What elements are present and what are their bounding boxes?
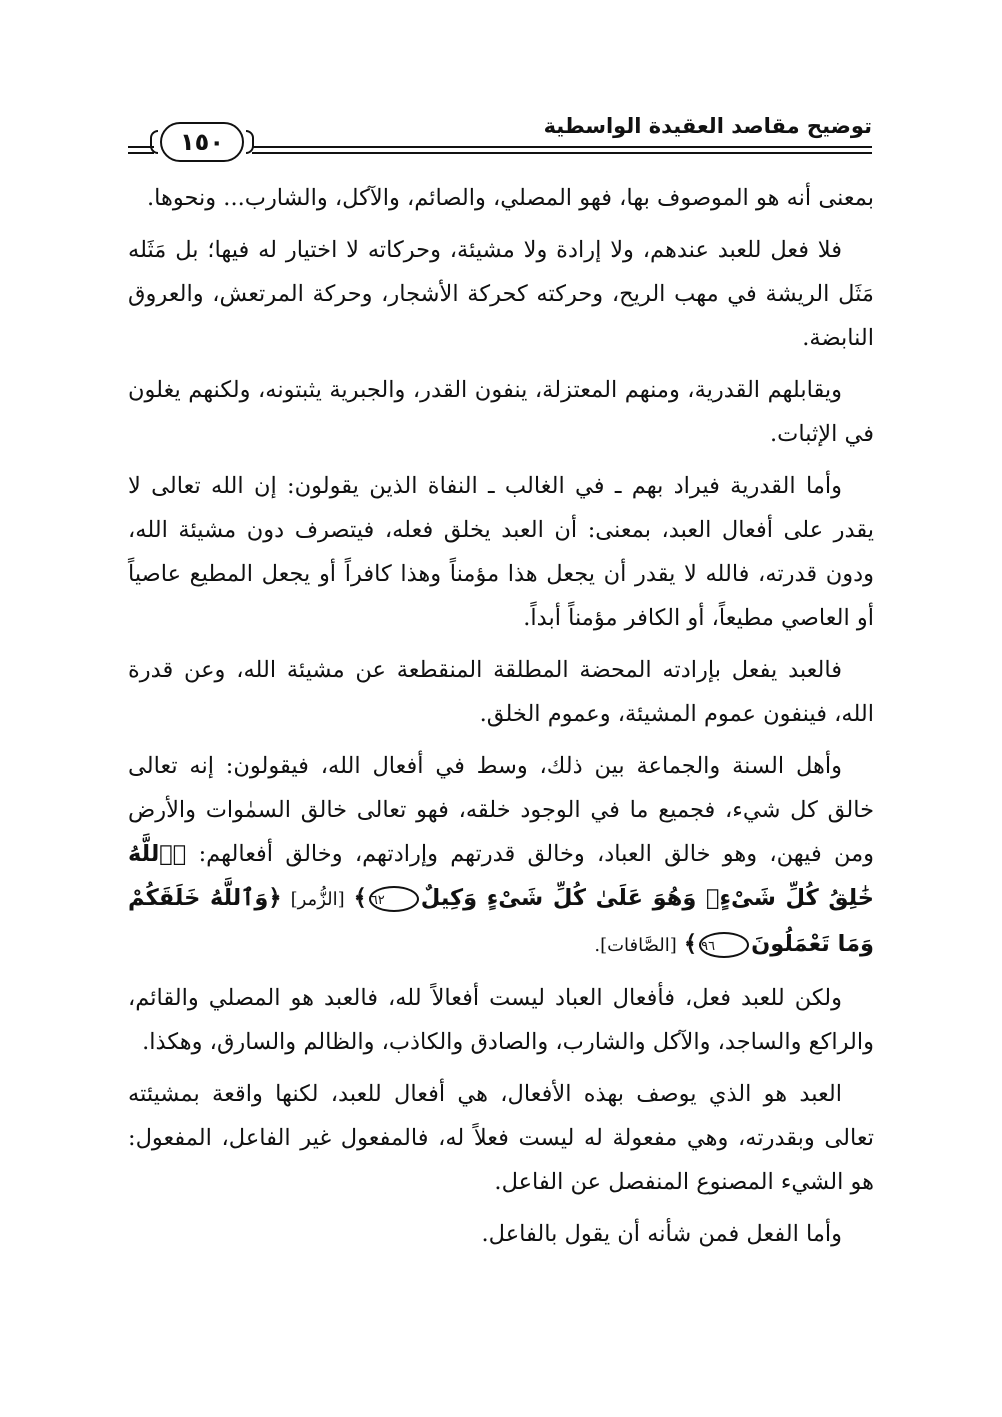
- header-rule: [252, 146, 872, 148]
- quran-verse: ﴿ٱللَّهُ خَٰلِقُ كُلِّ شَىْءٍۖ وَهُوَ عَلَىٰ كُلِّ شَىْءٍ وَكِيلٌ: [128, 841, 874, 911]
- paragraph: فلا فعل للعبد عندهم، ولا إرادة ولا مشيئة، وحركاته لا اختيار له فيها؛ بل مَثَله مَثَل الريشة في مهب الريح، وحركته كحركة الأشجار، وحركة المرتعش، والعروق النابضة.: [128, 237, 874, 351]
- header-rule: [252, 152, 872, 154]
- ayah-number-marker: ٩٦: [699, 932, 749, 958]
- quran-verse: ﴿وَٱللَّهُ خَلَقَكُمْ وَمَا تَعْمَلُونَ: [128, 885, 874, 957]
- paragraph: فالعبد يفعل بإرادته المحضة المطلقة المنقطعة عن مشيئة الله، وعن قدرة الله، فينفون عموم المشيئة، وعموم الخلق.: [128, 657, 874, 727]
- paragraph: وأما القدرية فيراد بهم ـ في الغالب ـ النفاة الذين يقولون: إن الله تعالى لا يقدر على أفعال العبد، بمعنى: أن العبد يخلق فعله، فيتصرف دون مشيئة الله، ودون قدرته، فالله لا يقدر أن يجعل هذا مؤمناً وهذا كافراً أو يجعل المطيع عاصياً أو العاصي مطيعاً، أو الكافر مؤمناً أبداً.: [128, 473, 874, 631]
- page-header: [128, 100, 872, 166]
- paragraph: وأما الفعل فمن شأنه أن يقول بالفاعل.: [481, 1221, 842, 1247]
- paragraph: ويقابلهم القدرية، ومنهم المعتزلة، ينفون القدر، والجبرية يثبتونه، ولكنهم يغلون في الإثبات.: [128, 377, 874, 447]
- paragraph: العبد هو الذي يوصف بهذه الأفعال، هي أفعال للعبد، لكنها واقعة بمشيئته تعالى وبقدرته، وهي مفعولة له ليست فعلاً له، فالمفعول غير الفاعل، المفعول: هو الشيء المصنوع المنفصل عن الفاعل.: [128, 1081, 874, 1195]
- paragraph-text: وأهل السنة والجماعة بين ذلك، وسط في أفعال الله، فيقولون: إنه تعالى خالق كل شيء، فجميع ما في الوجود خلقه، فهو تعالى خالق السمٰوات والأرض ومن فيهن، وهو خالق العباد، وخالق قدرتهم وإرادتهم، وخالق أفعالهم:: [128, 753, 874, 867]
- page-number-badge: [160, 122, 244, 162]
- quran-close-bracket: ﴾: [683, 931, 698, 957]
- paragraph: بمعنى أنه هو الموصوف بها، فهو المصلي، والصائم، والآكل، والشارب... ونحوها.: [147, 185, 874, 211]
- paragraph: ولكن للعبد فعل، فأفعال العباد ليست أفعالاً لله، فالعبد هو المصلي والقائم، والراكع والساجد، والآكل والشارب، والصادق والكاذب، والظالم والسارق، وهكذا.: [128, 985, 874, 1055]
- quran-close-bracket: ﴾: [353, 885, 367, 911]
- page-number: ١٥٠: [180, 128, 224, 156]
- surah-reference: [الصَّافات].: [594, 935, 677, 956]
- page-body: [128, 176, 874, 1264]
- surah-reference: [الزُّمر]: [290, 889, 345, 910]
- ayah-number-marker: ٦٢: [369, 886, 419, 912]
- book-title: توضيح مقاصد العقيدة الواسطية: [543, 114, 872, 138]
- paragraph: [128, 744, 874, 968]
- header-rule: [128, 152, 154, 154]
